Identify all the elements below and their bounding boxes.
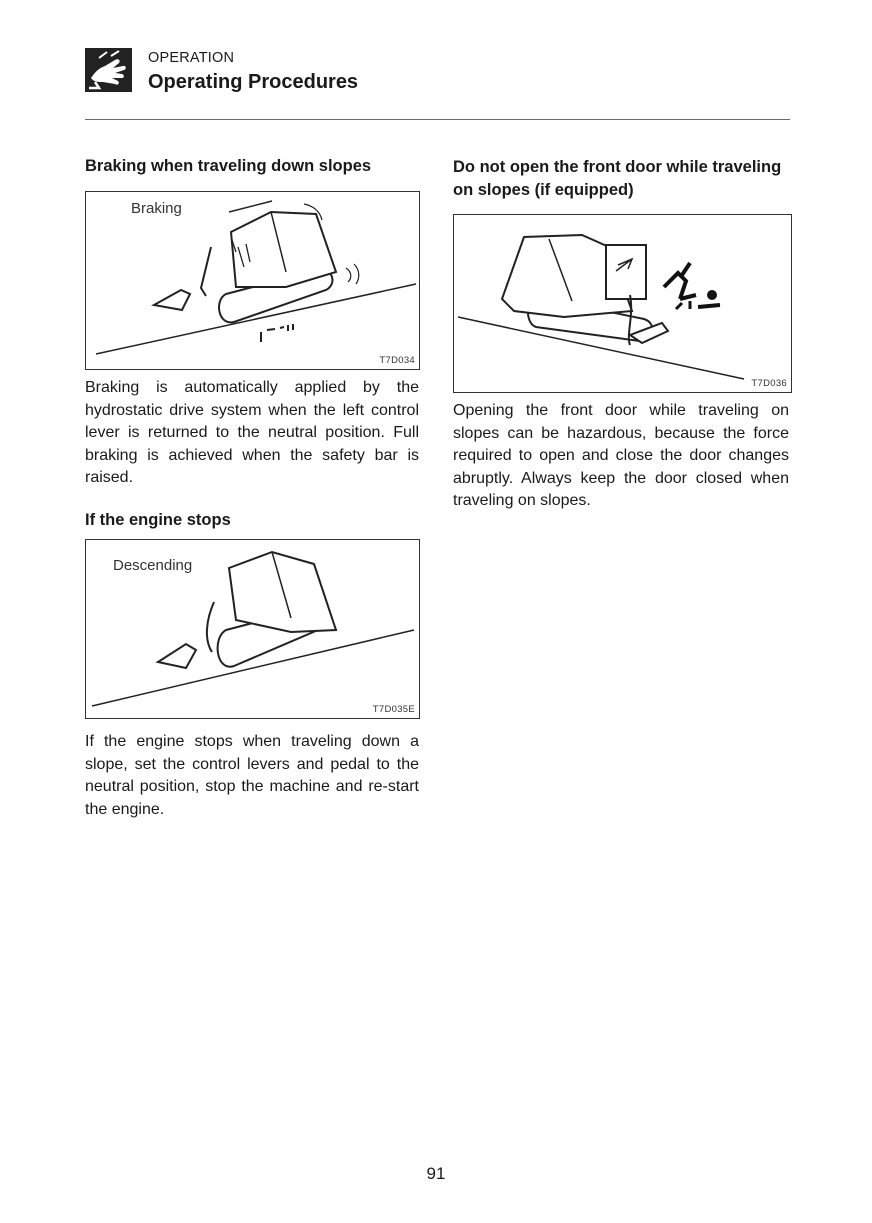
braking-figure: [85, 191, 420, 370]
descending-figure: [85, 539, 420, 719]
engine-stops-heading: If the engine stops: [85, 511, 231, 529]
engine-stops-text: If the engine stops when traveling down a slope, set the control levers and pedal to the neutral position, stop the machine and re-start the engine.: [85, 733, 419, 818]
figure-code: T7D034: [379, 355, 415, 366]
front-door-figure: [453, 214, 792, 393]
header-divider: [85, 119, 790, 120]
braking-heading: Braking when traveling down slopes: [85, 157, 372, 175]
hand-pointing-icon: [85, 48, 132, 92]
figure-code: T7D035E: [372, 704, 415, 715]
skid-steer-open-door-illustration: [454, 215, 791, 392]
front-door-text: Opening the front door while traveling on slopes can be hazardous, because the force required to open and close the door changes abruptly. Always keep the door closed when traveling on slopes.: [453, 402, 789, 509]
figure-label-descending: Descending: [113, 557, 193, 574]
figure-label-braking: Braking: [131, 200, 182, 217]
braking-text: Braking is automatically applied by the hydrostatic drive system when the left control lever is returned to the neutral position. Full braking is achieved when the safety bar is raised.: [85, 379, 419, 486]
page-number: 91: [426, 1164, 446, 1183]
front-door-heading: Do not open the front door while traveling on slopes (if equipped): [453, 158, 782, 199]
figure-code: T7D036: [751, 378, 787, 389]
page-title: Operating Procedures: [148, 71, 359, 93]
skid-steer-braking-illustration: [86, 192, 419, 369]
section-label: OPERATION: [148, 50, 235, 66]
